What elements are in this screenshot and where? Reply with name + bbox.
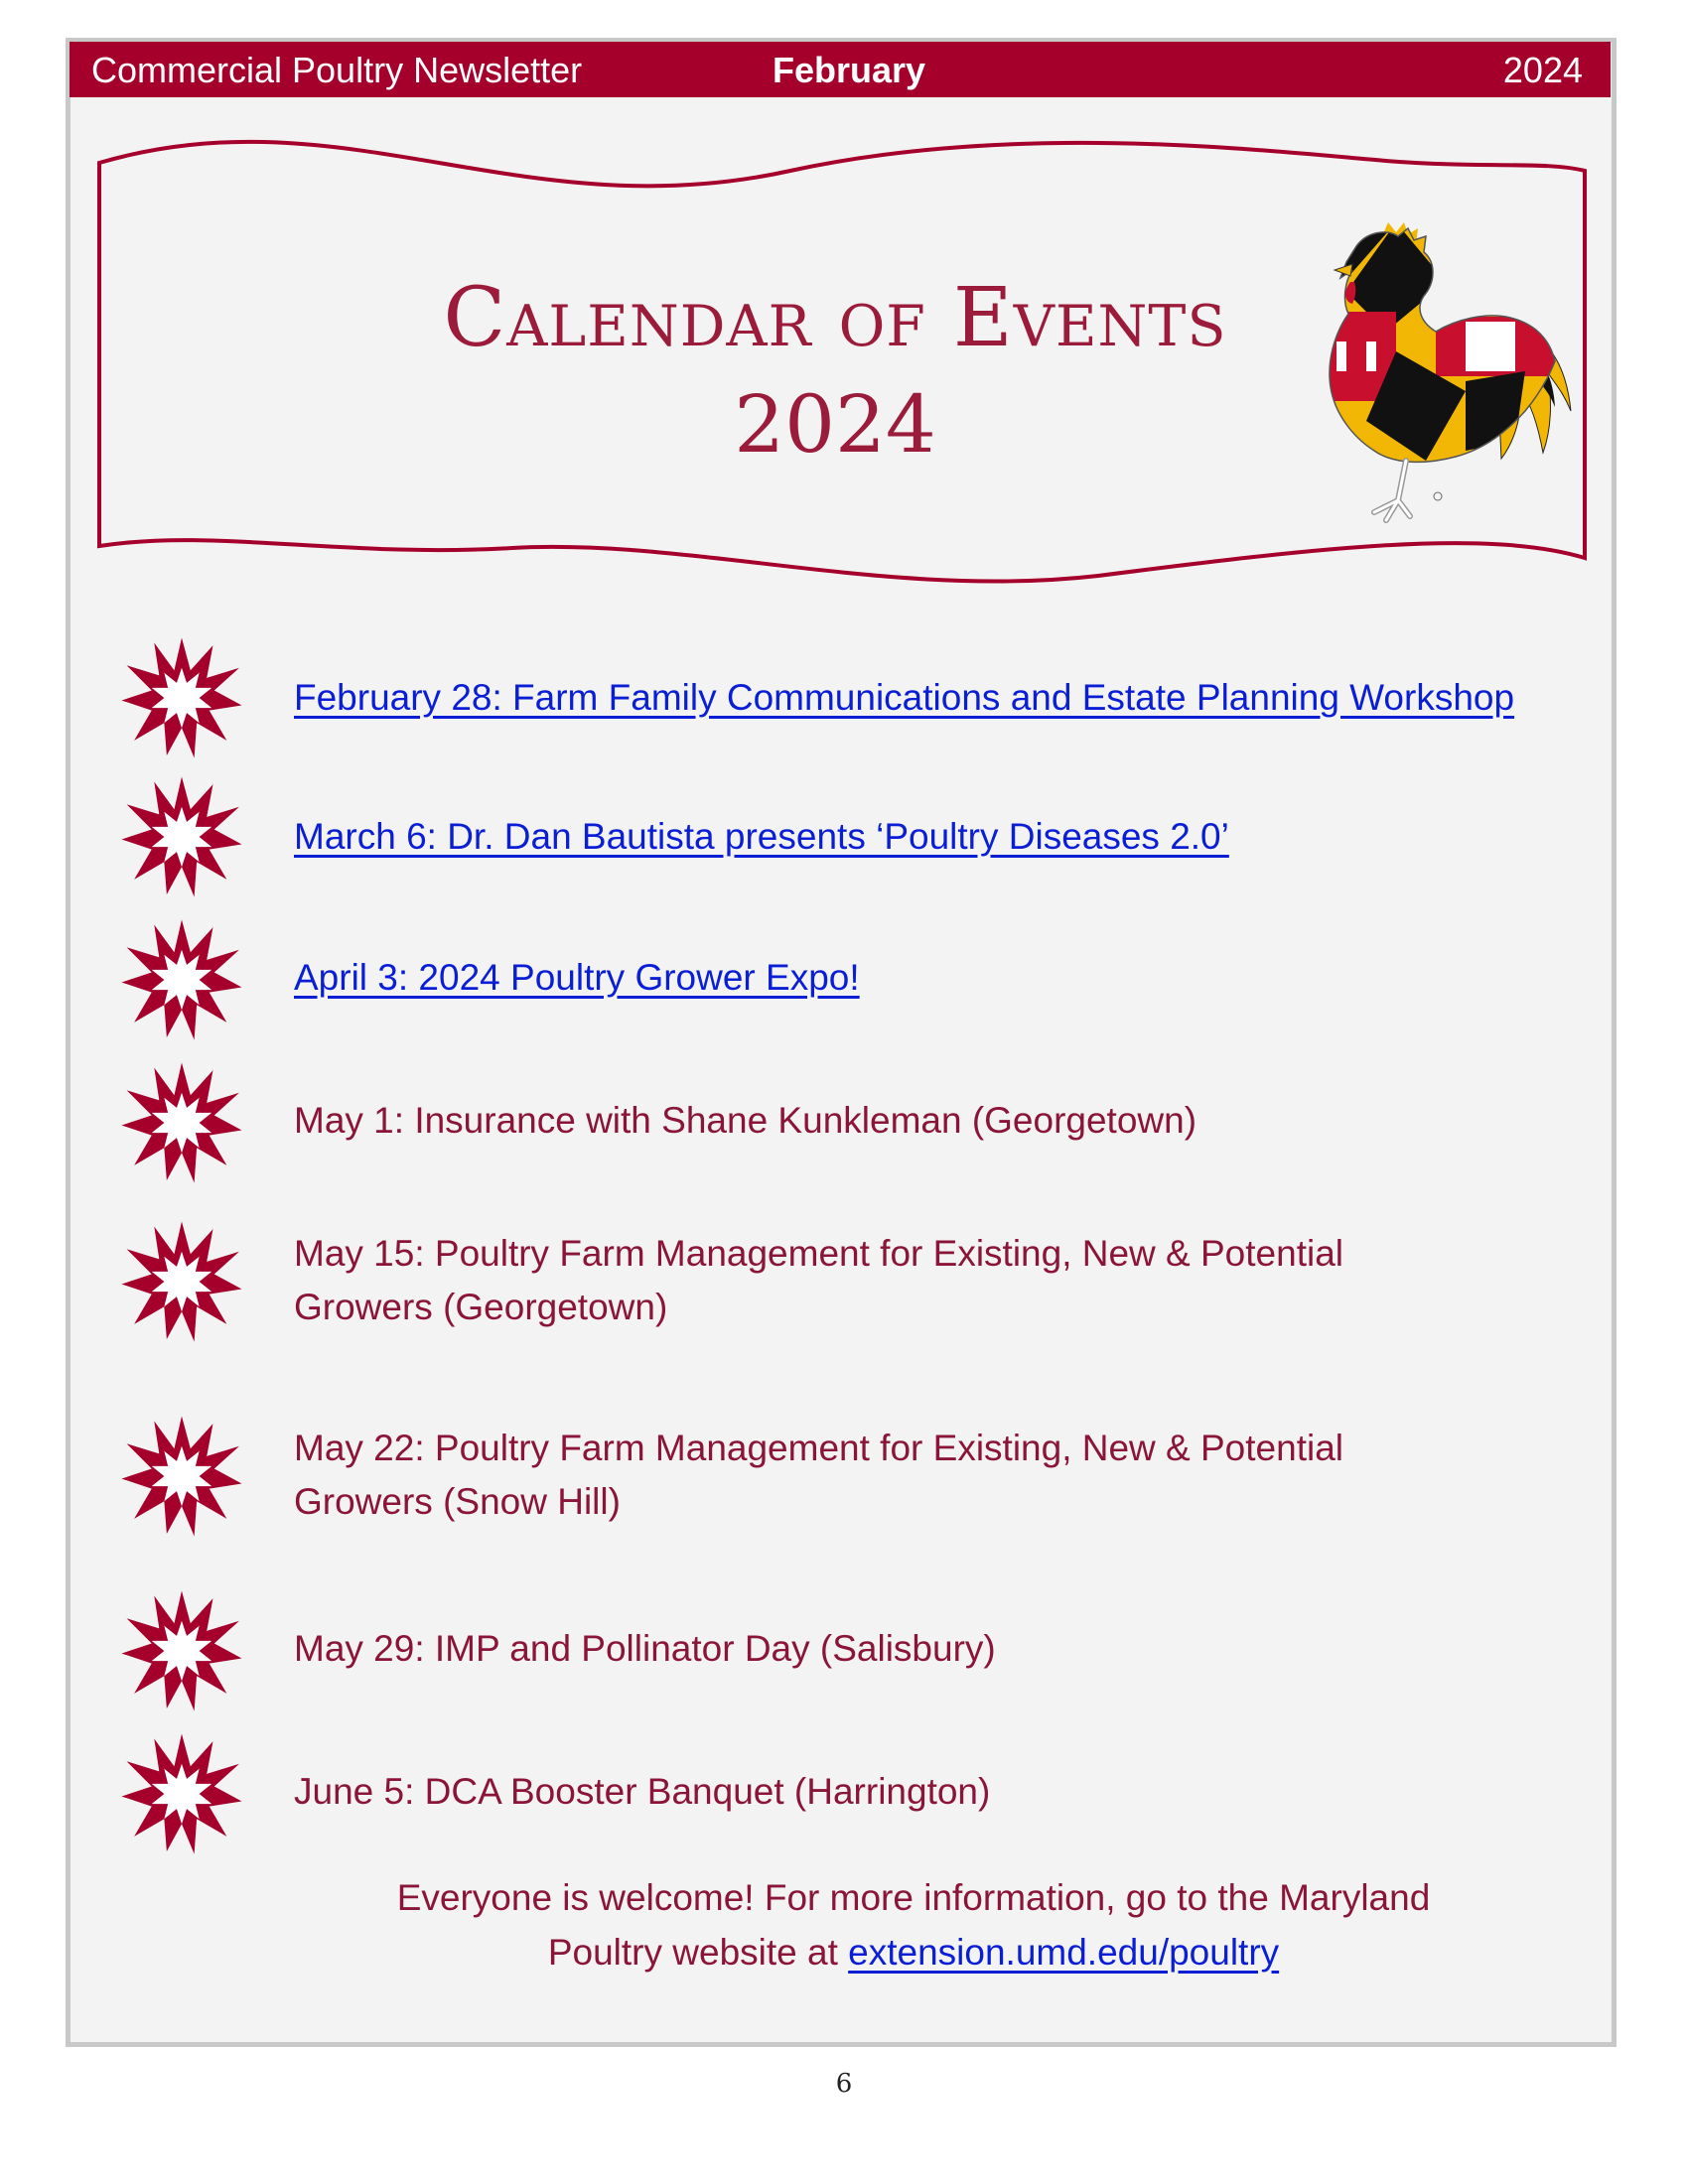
event-text-line1: May 15: Poultry Farm Management for Existing, New & Potential: [294, 1233, 1343, 1274]
footer-note: [298, 1870, 1529, 1979]
issue-month: February: [773, 50, 926, 90]
issue-year: 2024: [1502, 50, 1583, 90]
starburst-bullet-icon: [119, 1414, 244, 1539]
starburst-bullet-icon: [119, 635, 244, 760]
newsletter-header: [70, 42, 1611, 97]
footer-line2-prefix: Poultry website at: [547, 1932, 849, 1973]
event-text: May 29: IMP and Pollinator Day (Salisbury): [294, 1628, 996, 1669]
event-text: June 5: DCA Booster Banquet (Harrington): [294, 1771, 991, 1812]
starburst-bullet-icon: [119, 1588, 244, 1713]
calendar-title: Calendar of Events: [443, 271, 1227, 365]
poultry-website-link[interactable]: extension.umd.edu/poultry: [848, 1932, 1280, 1973]
event-text-line2: Growers (Snow Hill): [294, 1481, 621, 1522]
maryland-flag-rooster-icon: [1287, 222, 1575, 530]
calendar-year: 2024: [734, 378, 936, 471]
event-link[interactable]: April 3: 2024 Poultry Grower Expo!: [294, 957, 860, 998]
calendar-banner: [95, 131, 1595, 598]
starburst-bullet-icon: [119, 1731, 244, 1856]
newsletter-name: Commercial Poultry Newsletter: [91, 50, 583, 90]
event-link[interactable]: March 6: Dr. Dan Bautista presents ‘Poultry Diseases 2.0’: [294, 816, 1229, 857]
starburst-bullet-icon: [119, 1219, 244, 1344]
event-text: May 1: Insurance with Shane Kunkleman (Georgetown): [294, 1100, 1197, 1141]
starburst-bullet-icon: [119, 774, 244, 899]
starburst-bullet-icon: [119, 1060, 244, 1185]
page-number: 6: [835, 2069, 853, 2099]
footer-line2: [298, 1925, 1529, 1979]
event-text-line1: May 22: Poultry Farm Management for Existing, New & Potential: [294, 1428, 1343, 1468]
footer-line1: Everyone is welcome! For more information, go to the Maryland: [396, 1877, 1431, 1918]
event-link[interactable]: February 28: Farm Family Communications and Estate Planning Workshop: [294, 677, 1515, 718]
event-text-line2: Growers (Georgetown): [294, 1287, 668, 1327]
starburst-bullet-icon: [119, 917, 244, 1042]
